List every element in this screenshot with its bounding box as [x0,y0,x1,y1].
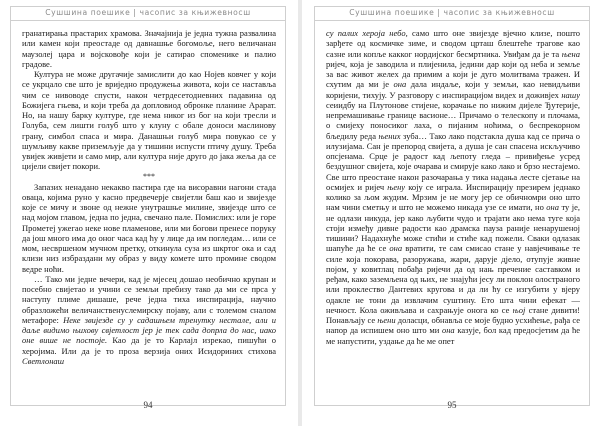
text-run: Кола оживљава и сахрањује онога ко се [359,304,510,315]
italic-word: она [389,243,403,254]
right-page [304,0,600,426]
text-run: вратити, те сам смисао стане у навјечивање те силе која покорава, разоружава, жари, дарује дјело, отупује живне појом, у ковитлац побађа ријечи да од нањ пречение саставком и ређам, како заземљена од њих, не знајући јесу ли поклон олостраного или проклество Дантевих кругова и да ли ћу се изгубити у вјеру одакле не тони да извлачим суштину. Ето шта чини ефекат — нечност. [326,243,580,315]
italic-quote: Светлонaш [22,355,65,366]
text-run: зуба… Тако лако подстакла душа кад се прича о илузијама. Сан је препород свијета, а душа је сан спасена искључиво опсјенама. Срце је радост кад љепоту гледа – привиђење усред бездушног свијета, које очарава и смирује како лако и брзо нестајемо. Све што преостане након разочарања у тика надања лесте сјетање на осмијех и ријеч [326,130,580,192]
paragraph: Запазих ненадано некакво пастира где на висоравни нагони стада оваца, којима руно у касно предвечерје свијетли баш као и звијезде које се мичу и звоне од нежне унутрашње милине, звијезде што се над мојом главом, једна по једна, свечано пале. Помислих: или је горе Прометеј ужегао неке нове пламенове, или ми богови пренесе поруку да још много има до оног часа кад ћу у лице да им погледам… или се мом, несвршеном мучном претку, откинула суза из шкртог ока и сад клизи низ избраздани му образ у виду комете што промине сводом ведре ноћи. [22,181,276,274]
italic-word: њену [387,181,406,192]
italic-word: она [546,202,560,213]
text-run: Као да је то Карлајл изрекао, пишући о херојима. Или да је то проза верзија оних Исидориних стихова [22,335,276,356]
italic-word: њени [377,315,396,325]
text-run: ријеч, која је заводила и плијенила, једини дар који од неба и земље за вас живот желех да примим а који је дуго молитвама тражен. И схутим да ми је [326,58,580,90]
page-number: 94 [143,400,153,410]
text-run: дала индаље, који у земљи, као невидљиви коријени, тихују. У разговору с инспирацијом видех и доживјех [326,79,580,100]
italic-quote: су палих хероја небо, [326,28,408,38]
paragraph: гранатирања прастарих храмова. Значајнија је једна тужна развалина или камен који преостаде од давнашње богомоље, него величанан маузолеј царa и војсковође који је сатирао споменике и палио градове. [22,28,276,69]
section-separator: *** [143,171,155,181]
page-number: 95 [447,400,457,410]
italic-word: њена [561,48,580,59]
running-header: Сушшина поешике | часопис за књижевносш [314,6,590,21]
italic-word: она [393,79,407,90]
italic-word: она [441,325,455,336]
text-run: стане дивити! Понављају се [326,304,580,325]
paragraph: Култура не може другачије замислити до као Нојев ковчег у који се укрцало све што је вриједно продужења живота, који се наставља чим се нивоводе спусти, након четрдесетодневних падавина од Божијега гњева, и који треба да допловиод обронке планине Арарат. Но, на нашу барку културе, где нема никог из бог на који тресли и Голуба, сем лишти голуб што у клуну с обале доноси маслинову грану, симбол спаса и мира. Данашњи голуб мира повукао се у шумљиву какве приземљује да у тишини испусти птичу душу. Треба увијек живјети и само мир, али култура није друго до јака жеља да се цијели свијет покори. [22,69,276,172]
text-run: сеиидбу на Плутонове стијене, корачање по нижим дијеле Ђутерије, непремашивање границе васионе… Причамо о телескопу и плочама, о смијеху поносиког лаха, о пијаним ноћима, о беспрекорном бљедилу реда [326,99,580,141]
text-run: коју се играла. Инспирацију презирем једнако колико за љом жудим. Мрзим је не могу јер се обичномри оно што нам чини сметњу и што не можемо никада узе се имати, но [326,181,580,213]
italic-word: нашу [561,89,580,100]
italic-word: њој [512,304,526,315]
italic-quote: Неке звијезде су у садашњем тренутку нестале, али и даље видимо њихову свјетлост јер је тек сада допрла до нас, иако оне више не постоје. [22,314,276,346]
text-run: ту је, не одлази никуда, јер како љубити чудо и трајати ако нема туге која стоји између дивне радости као драмска пауза раније ненарушеној тишини? Надахнуће може стићи и стиће кад пожели. Сваки одлазак шапуће да ће се [326,202,580,254]
left-page-text [22,28,276,382]
paragraph [326,28,580,346]
text-run: казује, бол кад предосјетим да ће ме напустити, уздање да ће ме опет [326,325,580,346]
book-gutter [298,0,302,426]
text-run: само што оне звијезде вјечно клизе, пошто зарђете од космичке зиме, и сводом црташ блештеће трагове као сазне или копље какког нордијског бесмртника. Увиђам да је та [326,28,580,59]
running-header: Сушшина поешике | часопис за књижевносш [10,6,286,21]
italic-word: њених [378,130,401,141]
left-page [0,0,296,426]
right-page-text [326,28,580,382]
text-run: доласци, обнавља се моје будно усхићење, рађа се напор да испишем оно што ми [326,315,580,336]
paragraph [22,274,276,366]
text-run: … Тако ми једне вечери, кад је мјесец дошао необично крупан и посебно свијетао и учини се земљи пребизу тако да ми се прса у наступу плиме дишаше, рече једна тиха инспирација, научно образложећи величанственуслемирску појаву, али с толемом сналом метафоре: [22,273,276,325]
